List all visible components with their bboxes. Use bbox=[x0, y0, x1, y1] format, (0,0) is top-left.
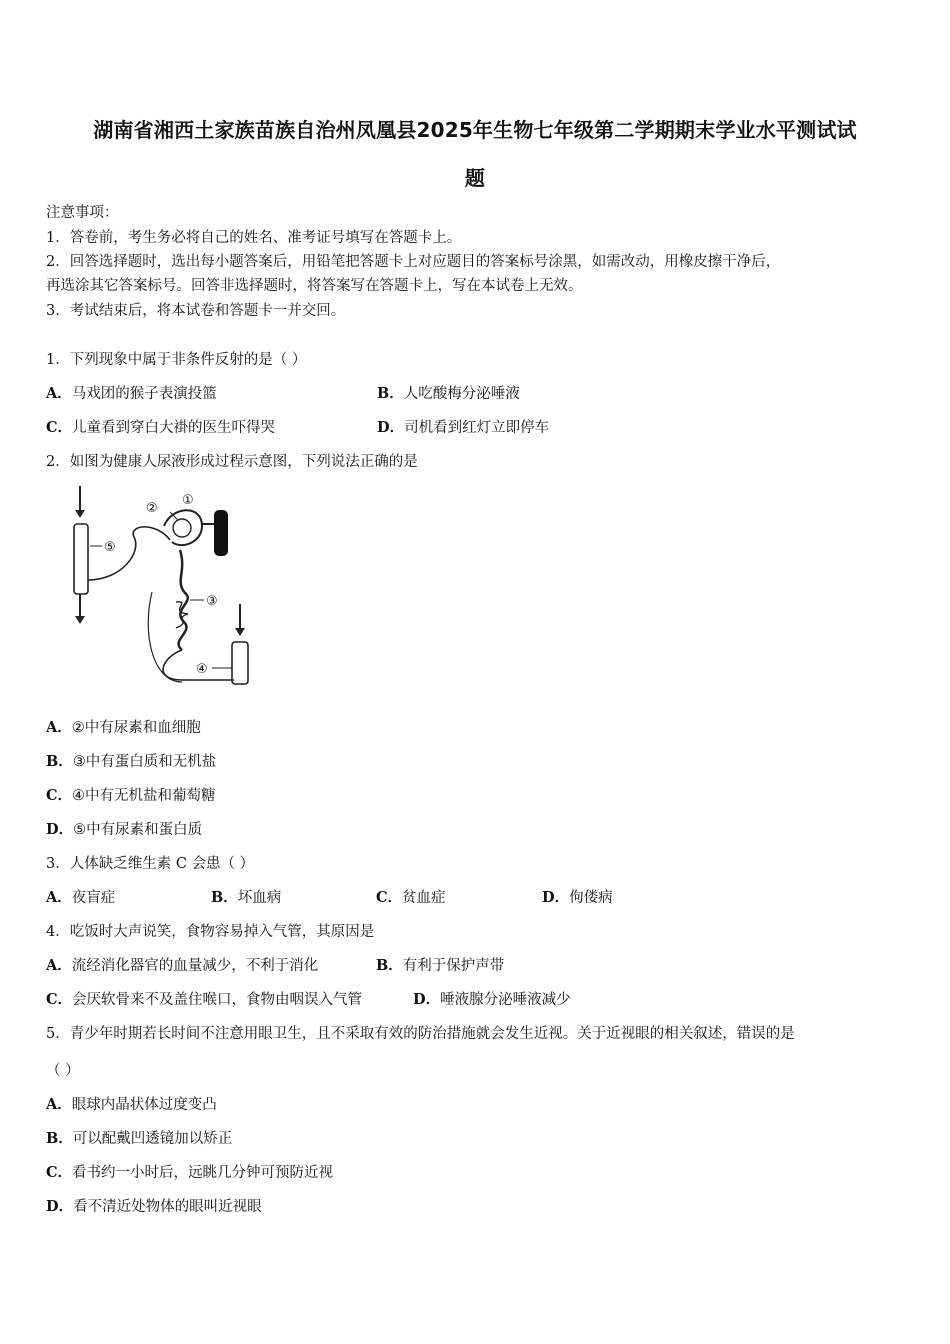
arrowhead-in-right bbox=[235, 628, 245, 636]
q3-option-a-text: 夜盲症 bbox=[71, 890, 116, 906]
q5-option-d-text: 看不清近处物体的眼叫近视眼 bbox=[73, 1199, 262, 1215]
label-5: ⑤ bbox=[104, 540, 116, 555]
q5-option-d bbox=[46, 1197, 262, 1217]
vessel-5 bbox=[74, 524, 88, 594]
glomerulus bbox=[173, 519, 191, 537]
q5-option-c-text: 看书约一小时后，远眺几分钟可预防近视 bbox=[72, 1165, 334, 1181]
q2-option-d-label: D． bbox=[46, 821, 74, 838]
notice-heading: 注意事项： bbox=[46, 205, 119, 221]
vessel-link bbox=[88, 527, 170, 580]
q1-option-b-text: 人吃酸梅分泌唾液 bbox=[403, 386, 520, 402]
notice-item-2-cont: 再选涂其它答案标号。回答非选择题时，将答案写在答题卡上，写在本试卷上无效。 bbox=[46, 278, 583, 294]
q1-option-d-text: 司机看到红灯立即停车 bbox=[404, 420, 550, 436]
label-4: ④ bbox=[196, 662, 208, 677]
q5-option-d-label: D． bbox=[46, 1198, 74, 1215]
q4-option-b-text: 有利于保护声带 bbox=[402, 958, 505, 974]
q4-option-c-text: 会厌软骨来不及盖住喉口，食物由咽误入气管 bbox=[72, 992, 363, 1008]
q1-option-d-label: D． bbox=[377, 419, 405, 436]
q1-option-a bbox=[46, 384, 217, 404]
q5-option-b-text: 可以配戴凹透镜加以矫正 bbox=[72, 1131, 233, 1147]
q4-option-c bbox=[46, 990, 362, 1010]
arrowhead-out-left bbox=[75, 616, 85, 624]
q2-option-d-text: ⑤中有尿素和蛋白质 bbox=[73, 822, 203, 838]
q2-option-a-text: ②中有尿素和血细胞 bbox=[71, 720, 201, 736]
q2-stem: 2．如图为健康人尿液形成过程示意图，下列说法正确的是 bbox=[46, 454, 418, 470]
q4-option-a-text: 流经消化器官的血量减少，不利于消化 bbox=[71, 958, 319, 974]
q5-option-b-label: B． bbox=[46, 1130, 73, 1147]
q5-option-a-text: 眼球内晶状体过度变凸 bbox=[71, 1097, 217, 1113]
q1-option-c-text: 儿童看到穿白大褂的医生吓得哭 bbox=[72, 420, 276, 436]
q4-option-a-label: A． bbox=[46, 957, 72, 974]
q2-option-b bbox=[46, 752, 216, 772]
q5-answer-paren: （ ） bbox=[46, 1063, 80, 1079]
q4-option-a bbox=[46, 956, 318, 976]
q4-option-d bbox=[413, 990, 571, 1010]
q3-option-d bbox=[542, 888, 613, 908]
q2-option-b-text: ③中有蛋白质和无机盐 bbox=[72, 754, 217, 770]
q5-option-a bbox=[46, 1095, 217, 1115]
exam-title: 湖南省湘西土家族苗族自治州凤凰县2025年生物七年级第二学期期末学业水平测试试 bbox=[93, 118, 857, 142]
dark-vessel bbox=[214, 510, 228, 556]
q2-option-c-text: ④中有无机盐和葡萄糖 bbox=[72, 788, 216, 804]
vessel-lower bbox=[148, 592, 182, 682]
q3-option-c-text: 贫血症 bbox=[402, 890, 446, 906]
q2-option-b-label: B． bbox=[46, 753, 73, 770]
label-2: ② bbox=[146, 501, 158, 516]
q2-option-a bbox=[46, 718, 201, 738]
exam-title-cont: 题 bbox=[464, 166, 486, 190]
q2-option-a-label: A． bbox=[46, 719, 72, 736]
q3-option-a-label: A． bbox=[46, 889, 72, 906]
q5-option-c bbox=[46, 1163, 333, 1183]
q3-option-c bbox=[376, 888, 446, 908]
q4-option-b bbox=[376, 956, 504, 976]
q1-option-c bbox=[46, 418, 275, 438]
q3-stem: 3．人体缺乏维生素 C 会患（ ） bbox=[46, 856, 255, 872]
label-1: ① bbox=[182, 493, 194, 508]
q1-option-b-label: B． bbox=[377, 385, 404, 402]
q5-option-c-label: C． bbox=[46, 1164, 73, 1181]
q2-option-c bbox=[46, 786, 216, 806]
q3-option-b-text: 坏血病 bbox=[237, 890, 282, 906]
q2-option-c-label: C． bbox=[46, 787, 73, 804]
q1-option-a-text: 马戏团的猴子表演投篮 bbox=[71, 386, 217, 402]
q1-option-d bbox=[377, 418, 549, 438]
arrowhead-in-left bbox=[75, 510, 85, 518]
q4-stem: 4．吃饭时大声说笑，食物容易掉入气管，其原因是 bbox=[46, 924, 375, 940]
q4-option-c-label: C． bbox=[46, 991, 73, 1008]
q4-option-d-label: D． bbox=[413, 991, 441, 1008]
q3-option-a bbox=[46, 888, 115, 908]
q5-option-b bbox=[46, 1129, 232, 1149]
notice-item-2: 2．回答选择题时，选出每小题答案后，用铅笔把答题卡上对应题目的答案标号涂黑，如需改动，用橡皮擦干净后， bbox=[46, 254, 781, 270]
q1-option-a-label: A． bbox=[46, 385, 72, 402]
q4-option-d-text: 唾液腺分泌唾液减少 bbox=[440, 992, 571, 1008]
q1-option-c-label: C． bbox=[46, 419, 73, 436]
q5-stem: 5．青少年时期若长时间不注意用眼卫生，且不采取有效的防治措施就会发生近视。关于近视眼的相关叙述，错误的是 bbox=[46, 1026, 795, 1042]
q4-option-b-label: B． bbox=[376, 957, 403, 974]
q1-stem: 1．下列现象中属于非条件反射的是（ ） bbox=[46, 352, 307, 368]
q3-option-d-label: D． bbox=[542, 889, 570, 906]
notice-item-3: 3．考试结束后，将本试卷和答题卡一并交回。 bbox=[46, 303, 346, 319]
q5-option-a-label: A． bbox=[46, 1096, 72, 1113]
notice-item-1: 1．答卷前，考生务必将自己的姓名、准考证号填写在答题卡上。 bbox=[46, 230, 462, 246]
label-3: ③ bbox=[206, 594, 218, 609]
vessel-4 bbox=[232, 642, 248, 684]
tubule bbox=[179, 550, 188, 650]
q3-option-b-label: B． bbox=[211, 889, 238, 906]
q3-option-c-label: C． bbox=[376, 889, 403, 906]
q3-option-d-text: 佝偻病 bbox=[569, 890, 613, 906]
nephron-diagram bbox=[62, 482, 262, 692]
q2-option-d bbox=[46, 820, 202, 840]
q1-option-b bbox=[377, 384, 520, 404]
q3-option-b bbox=[211, 888, 281, 908]
